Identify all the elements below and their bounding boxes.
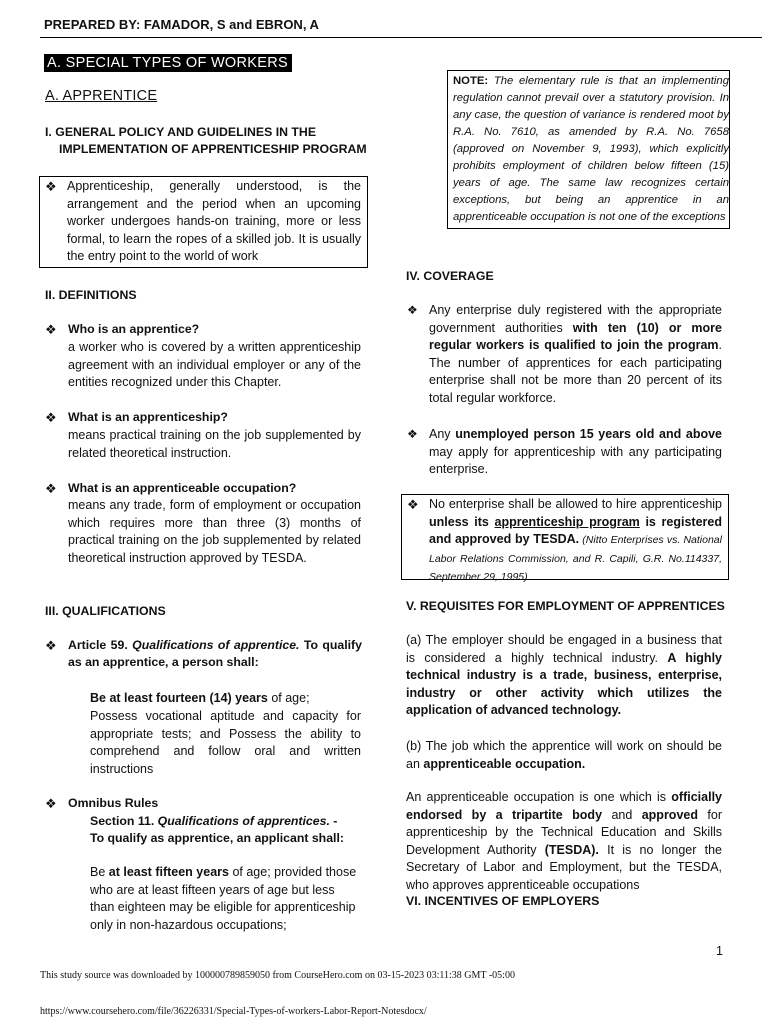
- article-59: [68, 637, 362, 671]
- coverage-box: [401, 494, 729, 583]
- diamond-bullet-icon: ❖: [45, 638, 57, 653]
- section-title-text: Qualifications of apprentices.: [157, 814, 330, 828]
- page-number: 1: [716, 944, 723, 958]
- requisite-text: (b) The job which the apprentice will work on should be an: [406, 739, 722, 771]
- coverage-heading: IV. COVERAGE: [406, 269, 494, 283]
- source-url[interactable]: https://www.coursehero.com/file/36226331/Special-Types-of-workers-Labor-Report-Notesdocx/: [40, 1006, 427, 1017]
- prepared-by-header: PREPARED BY: FAMADOR, S and EBRON, A: [44, 17, 319, 32]
- diamond-bullet-icon: ❖: [45, 410, 57, 425]
- age-bold: Be at least fourteen (14) years: [90, 691, 268, 705]
- occupation-text: An apprenticeable occupation is one which is: [406, 790, 672, 804]
- diamond-bullet-icon: ❖: [45, 796, 57, 811]
- case-citation: (Nitto Enterprises vs. National Labor Relations Commission, and R. Capili, G.R. No.114337, September 29, 1995): [429, 534, 722, 583]
- requisites-heading: V. REQUISITES FOR EMPLOYMENT OF APPRENTICES: [406, 599, 725, 613]
- aptitude-requirement: Possess vocational aptitude and capacity for appropriate tests; and Possess the ability to comprehend and follow oral and written instructions: [90, 709, 361, 776]
- coverage-text: Any enterprise duly registered with the appropriate government authorities: [429, 303, 722, 335]
- age-fifteen-requirement: [90, 864, 362, 934]
- section-11: [90, 813, 352, 847]
- coverage-bold: unless its: [429, 514, 495, 529]
- coverage-underlined: apprenticeship program: [494, 514, 640, 529]
- requisite-text: (a) The employer should be engaged in a business that is considered a highly technical industry.: [406, 633, 722, 665]
- be-bold: at least fifteen years: [108, 865, 229, 879]
- apprenticeable-occupation-paragraph: [406, 789, 722, 894]
- incentives-heading: VI. INCENTIVES OF EMPLOYERS: [406, 894, 600, 908]
- article-title: Qualifications of apprentice.: [132, 638, 300, 652]
- definitions-heading: II. DEFINITIONS: [45, 288, 137, 302]
- diamond-bullet-icon: ❖: [45, 481, 57, 496]
- policy-box: [39, 176, 368, 268]
- policy-heading: [45, 124, 367, 158]
- occupation-bold: (TESDA).: [544, 842, 599, 857]
- coverage-item: [429, 496, 722, 587]
- be-text: Be: [90, 865, 109, 879]
- omnibus-rules-heading: Omnibus Rules: [68, 796, 159, 810]
- article-text: To qualify as an apprentice, a person shall:: [68, 638, 362, 669]
- download-note: This study source was downloaded by 100000789859050 from CourseHero.com on 03-15-2023 03:11:38 GMT -05:00: [40, 970, 515, 981]
- qualifications-heading: III. QUALIFICATIONS: [45, 604, 166, 618]
- occupation-text: for apprenticeship by the Technical Education and Skills Development Authority: [406, 807, 722, 857]
- requisite-bold: apprenticeable occupation.: [423, 756, 586, 771]
- definition-answer: means any trade, form of employment or occupation which requires more than three (3) months of practical training on the job supplemented by related theoretical instruction approved by TESDA.: [68, 498, 361, 565]
- coverage-bold: is registered and approved by TESDA.: [429, 514, 722, 546]
- occupation-bold: approved: [641, 807, 698, 822]
- definition-question: Who is an apprentice?: [68, 322, 200, 336]
- requisite-b: [406, 738, 722, 773]
- coverage-bold: unemployed person 15 years old and above: [455, 427, 722, 441]
- occupation-text: and: [602, 807, 642, 822]
- occupation-bold: officially endorsed by a tripartite body: [406, 790, 722, 822]
- definition-question: What is an apprenticeable occupation?: [68, 481, 297, 495]
- age-requirement: [90, 690, 361, 708]
- coverage-item: [429, 302, 722, 407]
- note-box: [447, 70, 730, 229]
- definition-answer: means practical training on the job supplemented by related theoretical instruction.: [68, 428, 361, 460]
- subsection-title: A. APPRENTICE: [45, 88, 158, 104]
- outline-diamond-bullet-icon: ❖: [407, 427, 418, 441]
- section-number: Section 11.: [90, 814, 155, 828]
- header-divider: [40, 37, 762, 38]
- diamond-bullet-icon: ❖: [407, 497, 419, 512]
- policy-heading-line2: IMPLEMENTATION OF APPRENTICESHIP PROGRAM: [59, 142, 367, 156]
- occupation-text: It is no longer the Secretary of Labor and Employment, but the TESDA, who approves apprenticeable occupations: [406, 842, 722, 892]
- policy-heading-line1: I. GENERAL POLICY AND GUIDELINES IN THE: [45, 125, 317, 139]
- requisite-bold: A highly technical industry is a trade, business, enterprise, industry or other activity which utilizes the application of advanced technology.: [406, 650, 722, 717]
- section-text: - To qualify as apprentice, an applicant shall:: [90, 814, 344, 845]
- definition-question: What is an apprenticeship?: [68, 410, 228, 424]
- coverage-bold: with ten (10) or more regular workers is qualified to join the program: [429, 320, 722, 352]
- coverage-text: No enterprise shall be allowed to hire apprenticeship: [429, 497, 722, 511]
- coverage-item: [429, 426, 722, 479]
- section-title: A. SPECIAL TYPES OF WORKERS: [44, 54, 292, 72]
- diamond-bullet-icon: ❖: [45, 179, 57, 194]
- age-rest: of age;: [267, 691, 310, 705]
- definition-answer: a worker who is covered by a written apprenticeship agreement with an individual employer or any of the entities recognized under this Chapter.: [68, 340, 361, 389]
- outline-diamond-bullet-icon: ❖: [407, 303, 418, 317]
- coverage-text: Any: [429, 427, 456, 441]
- diamond-bullet-icon: ❖: [45, 322, 57, 337]
- coverage-text: . The number of apprentices for each participating enterprise shall not be more than 20 percent of its total regular workforce.: [429, 338, 722, 405]
- note-label: NOTE:: [453, 75, 489, 87]
- article-number: Article 59.: [68, 638, 128, 652]
- be-rest: of age; provided those who are at least fifteen years of age but less than eighteen may be eligible for apprenticeship only in non-hazardous occupations;: [90, 865, 357, 932]
- policy-text: Apprenticeship, generally understood, is the arrangement and the period when an upcoming worker undergoes hands-on training, more or less formal, to learn the ropes of a skilled job. It is usually the entry point to the world of work: [67, 179, 361, 263]
- coverage-text: may apply for apprenticeship with any participating enterprise.: [429, 444, 722, 476]
- requisite-a: [406, 632, 722, 720]
- note-text: The elementary rule is that an implementing regulation cannot prevail over a statutory provision. In any case, the question of variance is rendered moot by R.A. No. 7610, as amended by R.A. No. 7658 (approved on November 9, 1993), which explicitly prohibits employment of children below fifteen (15) years of age. The same law recognizes certain exceptions, but being an apprentice in an apprenticeable occupation is not one of the exceptions: [453, 75, 729, 223]
